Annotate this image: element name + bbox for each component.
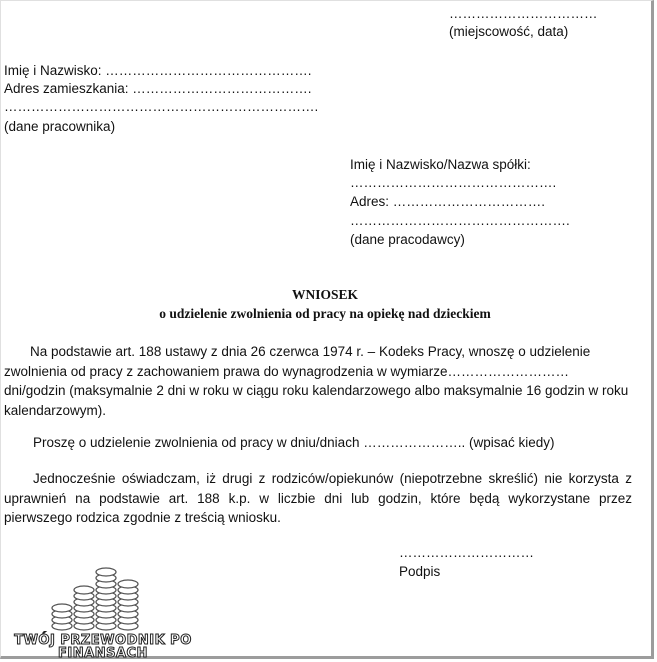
logo-text — [3, 634, 203, 660]
employer-name-dots: ………………………………………. — [350, 175, 557, 190]
document-title: WNIOSEK — [291, 287, 359, 302]
document-subtitle: o udzielenie zwolnienia od pracy na opiekę nad dzieckiem — [159, 306, 491, 321]
place-date-dots: …………………………… — [449, 6, 598, 21]
signature-dots: ………………………… — [399, 545, 534, 560]
logo-text-line-2: FINANSACH — [58, 646, 148, 661]
employee-label: (dane pracownika) — [4, 119, 116, 134]
logo-text-line-1: TWÓJ PRZEWODNIK PO — [14, 633, 192, 648]
place-date-label: (miejscowość, data) — [449, 24, 569, 39]
employee-name-line: Imię i Nazwisko: ………………………………………. — [4, 63, 312, 78]
employer-name-label: Imię i Nazwisko/Nazwa spółki: — [350, 157, 531, 172]
employer-label: (dane pracodawcy) — [350, 232, 465, 247]
coin-stacks-icon — [48, 564, 148, 634]
employee-extra-line: ……………………………………………………………. — [4, 99, 319, 114]
employer-address-dots: …………………………………………. — [350, 213, 570, 228]
body-paragraph-2: Proszę o udzielenie zwolnienia od pracy w dniu/dniach ………………….. (wpisać kiedy) — [33, 435, 555, 450]
body-paragraph-1: Na podstawie art. 188 ustawy z dnia 26 czerwca 1974 r. – Kodeks Pracy, wnoszę o udzielenie zwolnienia od pracy z zachowaniem prawa do wynagrodzenia w wymiarze……………………… dni/godzin (maksymalnie 2 dni w roku w ciągu roku kalendarzowego albo maksymalnie 16 godzin w roku kalendarzowym). — [4, 344, 629, 418]
employer-address-line: Adres: ……………………………. — [350, 194, 546, 209]
body-paragraph-3: Jednocześnie oświadczam, iż drugi z rodziców/opiekunów (niepotrzebne skreślić) nie korzysta z uprawnień na podstawie art. 188 k.p. w liczbie dni lub godzin, które będą wykorzystane przez pierwszego rodzica zgodnie z treścią wniosku. — [4, 471, 632, 525]
employee-address-line: Adres zamieszkania: …………………………………. — [4, 81, 312, 96]
signature-label: Podpis — [399, 564, 441, 579]
